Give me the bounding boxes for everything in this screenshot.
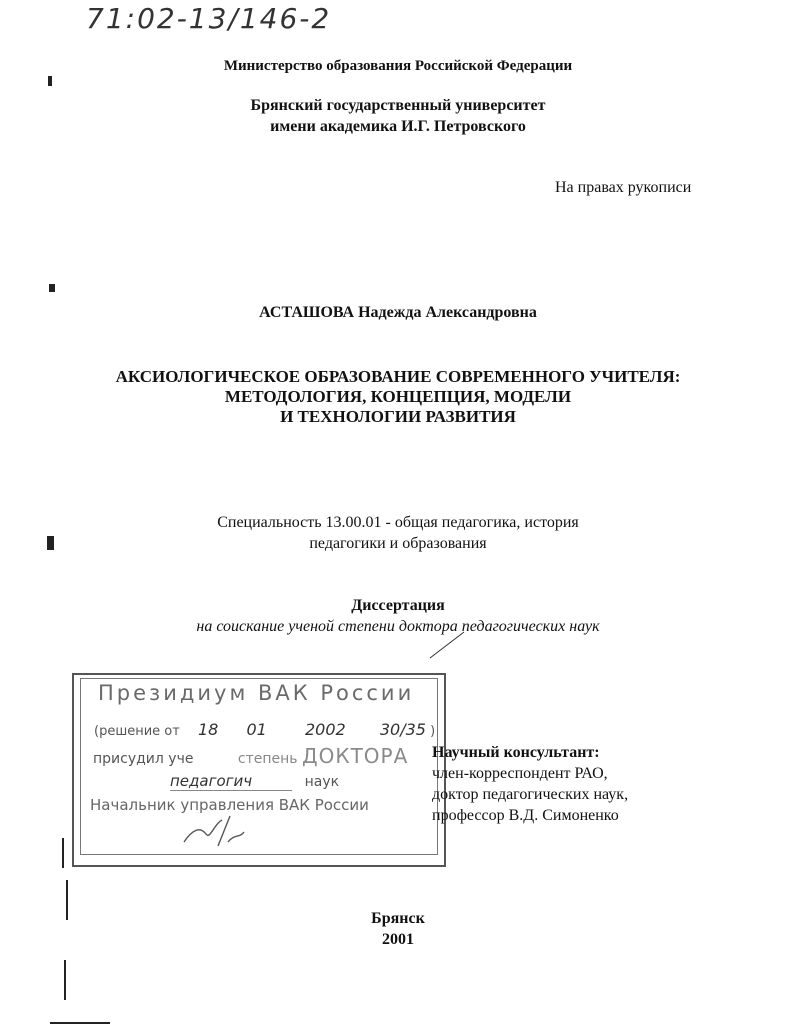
dissertation-label: Диссертация: [351, 597, 445, 614]
title-line-2: МЕТОДОЛОГИЯ, КОНЦЕПЦИЯ, МОДЕЛИ: [224, 387, 572, 406]
stamp-head: Начальник управления ВАК России: [90, 796, 369, 814]
stamp-field-suffix: наук: [304, 774, 340, 790]
rights-notice: На правах рукописи: [555, 179, 692, 196]
title-line-1: АКСИОЛОГИЧЕСКОЕ ОБРАЗОВАНИЕ СОВРЕМЕННОГО УЧИТЕЛЯ:: [115, 367, 681, 386]
city: Брянск: [371, 910, 425, 927]
scan-mark: [64, 960, 66, 1000]
dissertation-subtitle: на соискание ученой степени доктора педагогических наук: [196, 618, 600, 635]
scan-mark: [48, 76, 52, 86]
specialty-line-2: педагогики и образования: [309, 535, 487, 552]
stamp-date-day: 18: [197, 720, 219, 739]
stamp-number: 30/35: [379, 720, 426, 739]
ministry-heading: Министерство образования Российской Федерации: [223, 58, 573, 74]
title-line-3: И ТЕХНОЛОГИИ РАЗВИТИЯ: [280, 407, 516, 426]
stamp-presidium: Президиум ВАК России: [98, 681, 415, 705]
stamp-decision-prefix: (решение от: [94, 724, 180, 739]
consultant-line-3: профессор В.Д. Симоненко: [432, 807, 619, 824]
stamp-awarded-mid: степень: [237, 751, 298, 767]
stamp-degree: ДОКТОРА: [302, 744, 409, 768]
pen-stroke: [428, 630, 468, 660]
stamp-decision: [94, 720, 435, 739]
scan-mark: [49, 284, 55, 292]
stamp-date-year: 2002: [304, 720, 346, 739]
author-name: АСТАШОВА Надежда Александровна: [259, 304, 537, 321]
university-name: Брянский государственный университет: [250, 97, 546, 114]
stamp-awarded-left: присудил уче: [93, 751, 194, 767]
specialty-line-1: Специальность 13.00.01 - общая педагогика, история: [217, 514, 579, 531]
signature: [178, 812, 248, 852]
archive-number: 71:02-13/146-2: [86, 2, 332, 35]
stamp-closing-paren: ): [430, 724, 436, 739]
stamp-field-handwritten: педагогич: [170, 772, 292, 791]
consultant-line-2: доктор педагогических наук,: [432, 786, 629, 803]
consultant-label: Научный консультант:: [432, 744, 600, 761]
stamp-field: [170, 772, 339, 790]
year: 2001: [382, 931, 414, 948]
university-name-line2: имени академика И.Г. Петровского: [270, 118, 526, 135]
scan-mark: [50, 1022, 110, 1024]
scan-mark: [62, 838, 64, 868]
consultant-line-1: член-корреспондент РАО,: [432, 765, 608, 782]
stamp-awarded: [93, 744, 408, 768]
stamp-date-month: 01: [246, 720, 267, 739]
